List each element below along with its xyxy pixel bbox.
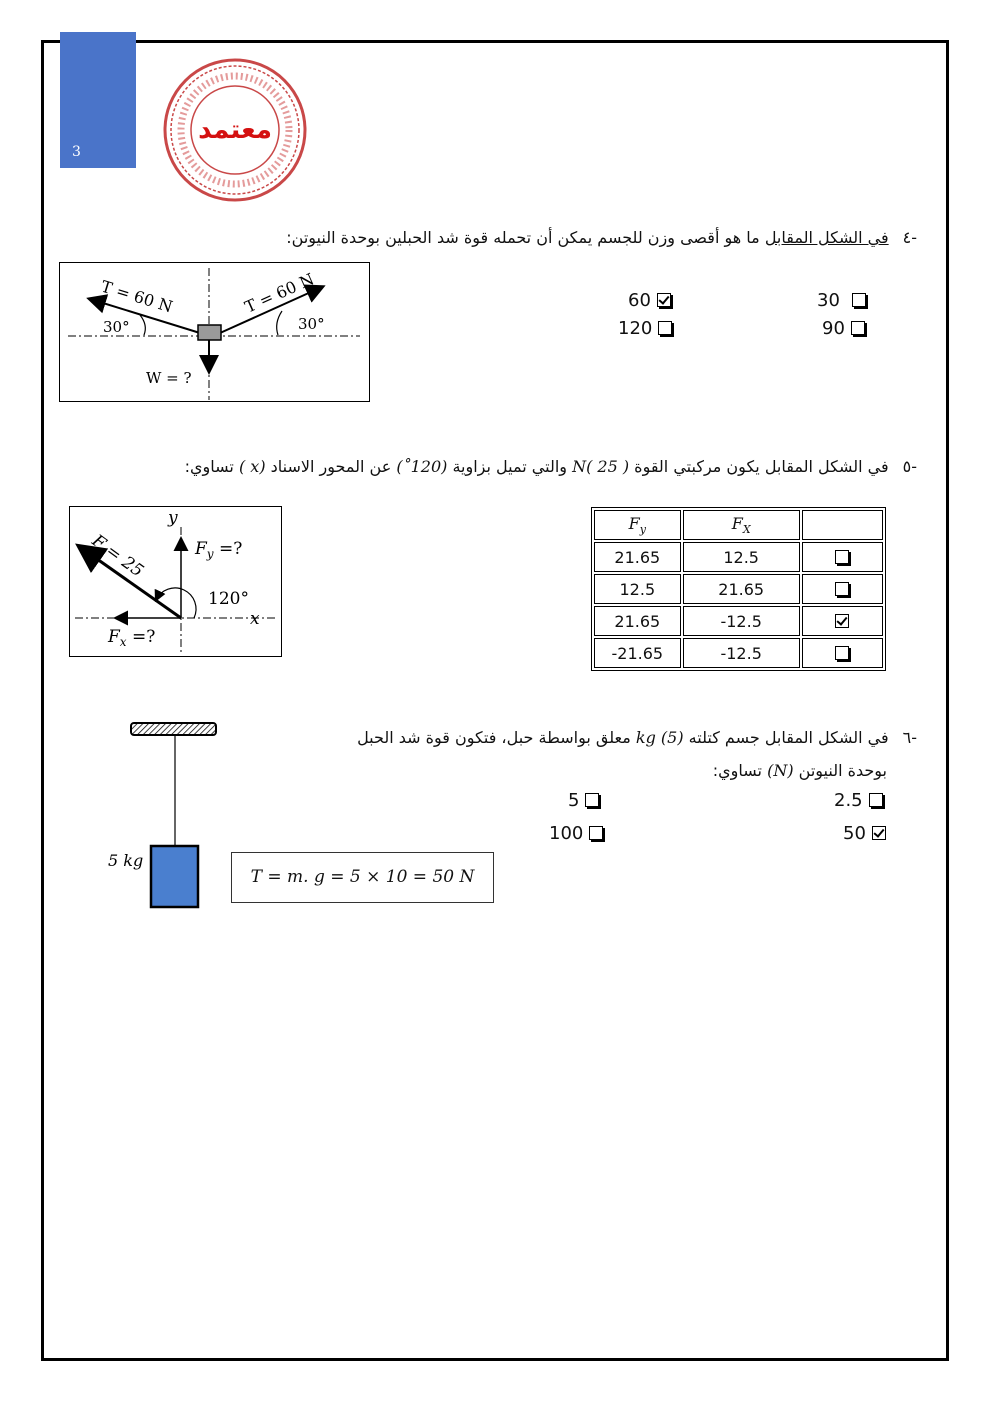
row-fy: 21.65: [594, 542, 681, 572]
row-choice[interactable]: [802, 606, 883, 636]
header-fy: $F_y$: [594, 510, 681, 540]
row-fx: 21.65: [683, 574, 800, 604]
q6-option-4-value: 50: [843, 823, 866, 844]
q4-option-1-value: 60: [628, 290, 651, 311]
q6-option-1-value: 5: [568, 790, 580, 811]
checkbox-icon: [585, 793, 599, 807]
q6-line2-b: تساوي:: [712, 761, 768, 780]
stamp-text: معتمد: [198, 115, 272, 145]
q6-mass-label: 5 kg: [108, 851, 144, 870]
approval-stamp: [160, 55, 310, 205]
q5-text-b: والتي تميل بزاوية: [447, 457, 573, 476]
q6-option-2-value: 2.5: [834, 790, 863, 811]
header-fx: $F_X$: [683, 510, 800, 540]
table-row[interactable]: [594, 638, 883, 668]
q5-x-axis-label: x: [250, 609, 260, 629]
q5-text-a: في الشكل المقابل يكون مركبتي القوة: [629, 457, 889, 476]
q5-text-c: عن المحور الاسناد: [265, 457, 397, 476]
q6-line1-a: في الشكل المقابل جسم كتلته: [683, 728, 889, 747]
row-fx: -12.5: [683, 638, 800, 668]
table-row[interactable]: [594, 574, 883, 604]
q6-option-2[interactable]: [834, 790, 883, 811]
checkbox-icon: [852, 293, 866, 307]
checked-box-icon: [872, 826, 886, 840]
page-number-tab: [60, 32, 136, 168]
header-choice: [802, 510, 883, 540]
q6-newton-symbol: (N): [767, 761, 794, 780]
checkbox-icon: [851, 321, 865, 335]
q5-number: -٥: [902, 457, 917, 476]
q5-text: [185, 457, 917, 476]
q5-force-unit: N: [572, 457, 587, 476]
checkbox-icon: [835, 582, 849, 596]
row-choice[interactable]: [802, 638, 883, 668]
checkbox-icon: [869, 793, 883, 807]
q6-line2-a: بوحدة النيوتن: [793, 761, 887, 780]
q6-option-4[interactable]: [843, 823, 886, 844]
q5-angle-value: (120˚): [396, 457, 448, 476]
q5-force-value: ( 25 ): [586, 457, 630, 476]
q4-option-3-value: 120: [618, 318, 653, 339]
checked-box-icon: [835, 614, 849, 628]
q4-option-3[interactable]: [618, 318, 672, 339]
checkbox-icon: [589, 826, 603, 840]
row-fx: 12.5: [683, 542, 800, 572]
q6-text-line-1: [357, 728, 917, 747]
page-number: 3: [72, 144, 81, 160]
q4-t-left-label: T = 60 N: [98, 276, 175, 317]
q6-option-1[interactable]: [568, 790, 599, 811]
q4-number: -٤: [902, 228, 917, 247]
q4-option-2-value: 30: [817, 290, 840, 311]
q4-angle-left-label: 30°: [103, 318, 130, 336]
q6-option-3-value: 100: [549, 823, 584, 844]
q5-text-d: تساوي:: [184, 457, 239, 476]
q6-mass-block: [151, 846, 198, 907]
q4-angle-arc-left: [140, 315, 145, 335]
q6-equation-box: T = m. g = 5 × 10 = 50 N: [231, 852, 494, 903]
q6-option-3[interactable]: [549, 823, 603, 844]
q5-fx-label: $F_x$ =?: [108, 627, 156, 649]
checkbox-icon: [835, 646, 849, 660]
q4-weight-label: W = ?: [146, 369, 192, 387]
q4-figure: [59, 262, 370, 402]
q4-block: [198, 325, 221, 340]
q6-text-line-2: [713, 761, 887, 780]
row-choice[interactable]: [802, 574, 883, 604]
q6-line1-b: معلق بواسطة حبل، فتكون قوة شد الحبل: [357, 728, 631, 747]
q5-options-table: [591, 507, 886, 671]
row-fy: 12.5: [594, 574, 681, 604]
q6-mass-unit: kg: [635, 728, 656, 747]
q5-figure: [69, 506, 282, 657]
q4-option-4-value: 90: [822, 318, 845, 339]
q6-number: -٦: [902, 728, 917, 747]
q4-angle-arc-right: [277, 311, 282, 335]
q6-mass-value: (5): [630, 728, 684, 747]
checked-box-icon: [657, 293, 671, 307]
table-header-row: [594, 510, 883, 540]
table-row[interactable]: [594, 606, 883, 636]
row-fy: 21.65: [594, 606, 681, 636]
q6-figure: [100, 715, 230, 915]
q5-axis-label: (x ): [238, 457, 266, 476]
q4-option-2[interactable]: [817, 290, 866, 311]
table-row[interactable]: [594, 542, 883, 572]
q4-text: [286, 228, 917, 247]
q4-angle-right-label: 30°: [298, 315, 325, 333]
q4-t-right-label: T = 60 N: [241, 269, 317, 317]
q5-y-axis-label: y: [168, 508, 178, 528]
checkbox-icon: [835, 550, 849, 564]
q6-ceiling-support: [131, 723, 216, 735]
checkbox-icon: [658, 321, 672, 335]
row-fx: -12.5: [683, 606, 800, 636]
q5-force-label: F = 25: [88, 530, 148, 582]
q5-angle-label: 120°: [208, 589, 249, 609]
row-fy: -21.65: [594, 638, 681, 668]
row-choice[interactable]: [802, 542, 883, 572]
q5-fy-label: $F_y$ =?: [195, 539, 243, 561]
q4-option-4[interactable]: [822, 318, 865, 339]
q4-option-1[interactable]: [628, 290, 671, 311]
q4-text-rest: ما هو أقصى وزن للجسم يمكن أن تحمله قوة شد الحبلين بوحدة النيوتن:: [286, 228, 765, 247]
q4-text-underlined: في الشكل المقابل: [764, 228, 889, 247]
